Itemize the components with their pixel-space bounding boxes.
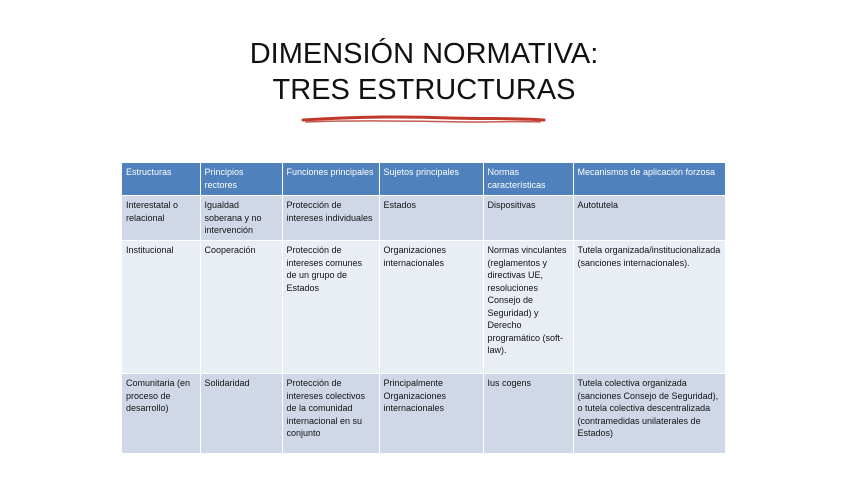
table-header-row <box>122 163 725 196</box>
table-cell: Protección de intereses individuales <box>282 196 379 241</box>
table-cell: Protección de intereses colectivos de la comunidad internacional en su conjunto <box>282 374 379 454</box>
slide-title <box>0 36 848 108</box>
structures-table <box>122 163 726 454</box>
table-cell: Organizaciones internacionales <box>379 241 483 374</box>
table-cell: Igualdad soberana y no intervención <box>200 196 282 241</box>
table-cell: Cooperación <box>200 241 282 374</box>
table-cell: Tutela organizada/institucionalizada (sanciones internacionales). <box>573 241 725 374</box>
header-normas: Normas características <box>483 163 573 196</box>
header-funciones: Funciones principales <box>282 163 379 196</box>
table-cell: Protección de intereses comunes de un grupo de Estados <box>282 241 379 374</box>
table-cell: Principalmente Organizaciones internacionales <box>379 374 483 454</box>
header-mecanismos: Mecanismos de aplicación forzosa <box>573 163 725 196</box>
header-principios: Principios rectores <box>200 163 282 196</box>
title-line-2: TRES ESTRUCTURAS <box>272 74 576 106</box>
table-cell: Tutela colectiva organizada (sanciones Consejo de Seguridad), o tutela colectiva descentralizada (contramedidas unilaterales de Estados) <box>573 374 725 454</box>
table-cell: Solidaridad <box>200 374 282 454</box>
table-cell: Ius cogens <box>483 374 573 454</box>
header-sujetos: Sujetos principales <box>379 163 483 196</box>
table-cell: Estados <box>379 196 483 241</box>
title-line-1: DIMENSIÓN NORMATIVA: <box>249 38 599 70</box>
table-cell: Autotutela <box>573 196 725 241</box>
table-row <box>122 241 725 374</box>
table-cell: Dispositivas <box>483 196 573 241</box>
table-row <box>122 196 725 241</box>
title-underline-decoration <box>300 112 548 128</box>
table-cell: Institucional <box>122 241 200 374</box>
header-estructuras: Estructuras <box>122 163 200 196</box>
table-cell: Normas vinculantes (reglamentos y directivas UE, resoluciones Consejo de Seguridad) y Derecho programático (soft-law). <box>483 241 573 374</box>
table-cell: Interestatal o relacional <box>122 196 200 241</box>
table-cell: Comunitaria (en proceso de desarrollo) <box>122 374 200 454</box>
table-row <box>122 374 725 454</box>
